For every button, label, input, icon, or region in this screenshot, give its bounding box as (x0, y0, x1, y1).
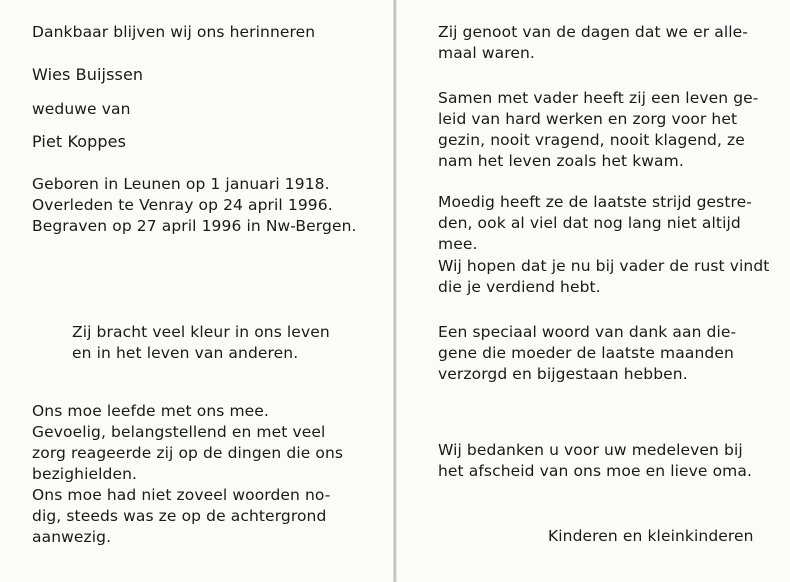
memories-line-7: aanwezig. (32, 528, 112, 546)
burial-line: Begraven op 27 april 1996 in Nw-Bergen. (32, 217, 357, 235)
deceased-name: Wies Buijssen (32, 65, 144, 84)
intro-text: Dankbaar blijven wij ons herinneren (32, 23, 316, 41)
memories-line-4: bezighielden. (32, 465, 138, 483)
memories-line-3: zorg reageerde zij op de dingen die ons (32, 444, 344, 462)
birth-line: Geboren in Leunen op 1 januari 1918. (32, 175, 330, 193)
para3-line-1: Moedig heeft ze de laatste strijd gestre- (438, 193, 752, 211)
para3-line-5: die je verdiend hebt. (438, 278, 601, 296)
widow-of-text: weduwe van (32, 100, 131, 118)
memories-line-1: Ons moe leefde met ons mee. (32, 402, 269, 420)
para3-line-2: den, ook al viel dat nog lang niet altijd (438, 214, 741, 232)
quote-line-2: en in het leven van anderen. (72, 344, 299, 362)
para3-line-4: Wij hopen dat je nu bij vader de rust vindt (438, 257, 770, 275)
death-line: Overleden te Venray op 24 april 1996. (32, 196, 333, 214)
signature: Kinderen en kleinkinderen (548, 527, 754, 545)
para2-line-2: leid van hard werken en zorg voor het (438, 110, 738, 128)
memories-line-6: dig, steeds was ze op de achtergrond (32, 507, 327, 525)
para4-line-3: verzorgd en bijgestaan hebben. (438, 365, 688, 383)
card-fold-line (393, 0, 397, 582)
para2-line-1: Samen met vader heeft zij een leven ge- (438, 89, 759, 107)
para4-line-2: gene die moeder de laatste maanden (438, 344, 734, 362)
para1-line-1: Zij genoot van de dagen dat we er alle- (438, 23, 748, 41)
husband-name: Piet Koppes (32, 132, 127, 151)
para2-line-4: nam het leven zoals het kwam. (438, 152, 684, 170)
para4-line-1: Een speciaal woord van dank aan die- (438, 323, 737, 341)
memories-line-2: Gevoelig, belangstellend en met veel (32, 423, 326, 441)
quote-line-1: Zij bracht veel kleur in ons leven (72, 323, 330, 341)
memories-line-5: Ons moe had niet zoveel woorden no- (32, 486, 331, 504)
para2-line-3: gezin, nooit vragend, nooit klagend, ze (438, 131, 745, 149)
para5-line-2: het afscheid van ons moe en lieve oma. (438, 462, 753, 480)
para1-line-2: maal waren. (438, 44, 535, 62)
para3-line-3: mee. (438, 235, 478, 253)
para5-line-1: Wij bedanken u voor uw medeleven bij (438, 441, 743, 459)
